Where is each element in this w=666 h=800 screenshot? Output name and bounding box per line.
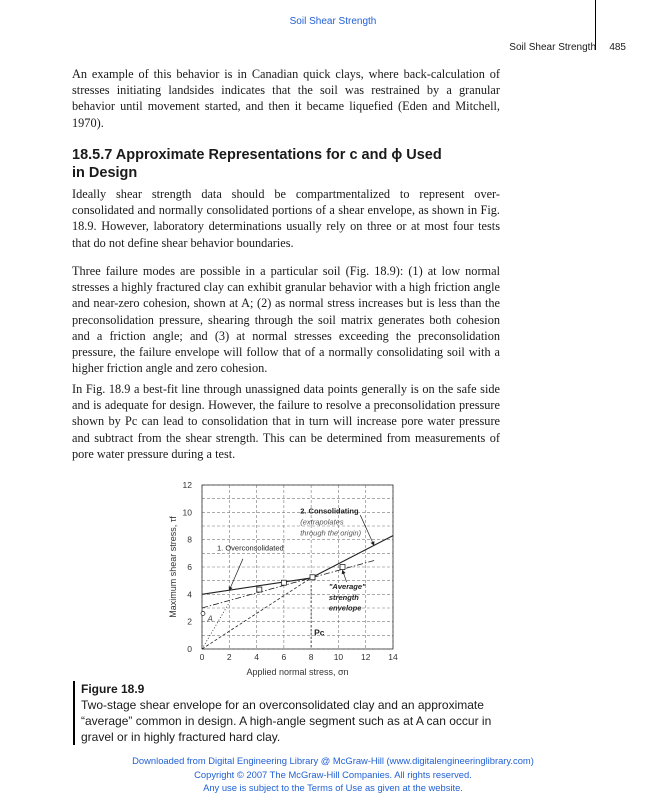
y-tick-label: 12 [182, 480, 192, 490]
annotation-arrow [360, 515, 374, 545]
figure-caption [73, 681, 521, 745]
footer-line-3: Any use is subject to the Terms of Use as given at the website. [203, 782, 463, 793]
heading-line-2: in Design [72, 165, 138, 181]
annotation-average: strength [328, 592, 359, 602]
y-tick-label: 0 [187, 644, 192, 654]
annotation-consolidating: 2. Consolidating [300, 506, 359, 516]
data-point [340, 565, 345, 570]
x-axis-label: Applied normal stress, σn [246, 667, 349, 677]
x-tick-label: 6 [281, 652, 287, 662]
figure-18-9 [160, 475, 420, 685]
series-line [311, 536, 393, 578]
footer [0, 754, 666, 795]
x-tick-label: 12 [360, 652, 371, 662]
x-tick-label: 14 [388, 652, 398, 662]
annotation-arrow [343, 570, 347, 582]
figure-caption-text: Two-stage shear envelope for an overconsolidated clay and an approximate “average” common in design. A high-angle segment such as at A can occur in gravel or in highly fractured hard clay. [81, 698, 492, 744]
annotation-average: envelope [328, 603, 362, 613]
x-tick-label: 4 [254, 652, 259, 662]
series-line [202, 603, 229, 650]
annotation-arrow [229, 559, 243, 590]
y-tick-label: 2 [187, 616, 192, 627]
x-tick-label: 2 [226, 652, 232, 662]
annotation-overconsolidated: 1. Overconsolidated [217, 543, 284, 553]
annotation-average: "Average" [328, 581, 366, 591]
banner-title: Soil Shear Strength [289, 16, 377, 27]
annotation-point-a: A [207, 614, 213, 624]
shear-envelope-chart [160, 475, 420, 685]
heading-line-1: 18.5.7 Approximate Representations for c and ϕ Used [72, 147, 442, 163]
paragraph-1: An example of this behavior is in Canadian quick clays, where back-calculation of stresses initiating landsides indicates that the soil was restrained by a granular behavior until movement started, and then it became liquefied (Eden and Mitchell, 1970). [72, 67, 500, 130]
data-point [257, 587, 262, 592]
paragraph-4: In Fig. 18.9 a best-fit line through unassigned data points generally is on the safe side and is adequate for design. However, the failure to resolve a preconsolidation pressure shown by Pc can lead to consolidation that in turn will increase pore water pressure and subtract from the shear strength. This can be determined from measurements of pore water pressure during a test. [72, 382, 500, 461]
y-tick-label: 4 [187, 589, 192, 600]
y-tick-label: 10 [182, 507, 192, 518]
y-tick-label: 6 [187, 562, 192, 572]
data-point [201, 611, 205, 615]
x-tick-label: 10 [333, 652, 344, 662]
section-heading [72, 146, 512, 182]
footer-line-2: Copyright © 2007 The McGraw-Hill Companies. All rights reserved. [194, 768, 472, 780]
annotation-consolidating-note: through the origin) [300, 528, 362, 538]
annotation-consolidating-note: (extrapolates [300, 517, 344, 527]
data-point [281, 580, 286, 585]
footer-line-1[interactable]: Downloaded from Digital Engineering Library @ McGraw-Hill (www.digitalengineeringlibrary.com) [132, 755, 534, 766]
y-tick-label: 8 [187, 534, 192, 545]
pc-label: Pc [314, 627, 325, 638]
x-tick-label: 8 [308, 652, 314, 662]
running-head: Soil Shear Strength [509, 42, 596, 53]
data-point [310, 575, 315, 580]
y-axis-label: Maximum shear stress, τf [168, 516, 178, 618]
x-tick-label: 0 [199, 652, 205, 662]
page-number: 485 [609, 42, 626, 53]
paragraph-3: Three failure modes are possible in a particular soil (Fig. 18.9): (1) at low normal stresses a highly fractured clay can exhibit granular behavior with a high friction angle and near-zero cohesion, shown at A; (2) as normal stress increases but is less than the preconsolidation pressure, shearing through the soil matrix generates both cohesion and a friction angle; and (3) at normal stresses exceeding the preconsolidation pressure, the failure envelope will follow that of a normally consolidating soil with a higher friction angle and zero cohesion. [72, 264, 500, 376]
paragraph-2: Ideally shear strength data should be compartmentalized to represent over-consolidated and normally consolidated portions of a shear envelope, as shown in Fig. 18.9. However, laboratory determinations usually rely on three or at most four tests that do not define shear behavior boundaries. [72, 187, 500, 250]
figure-label: Figure 18.9 [81, 682, 145, 696]
